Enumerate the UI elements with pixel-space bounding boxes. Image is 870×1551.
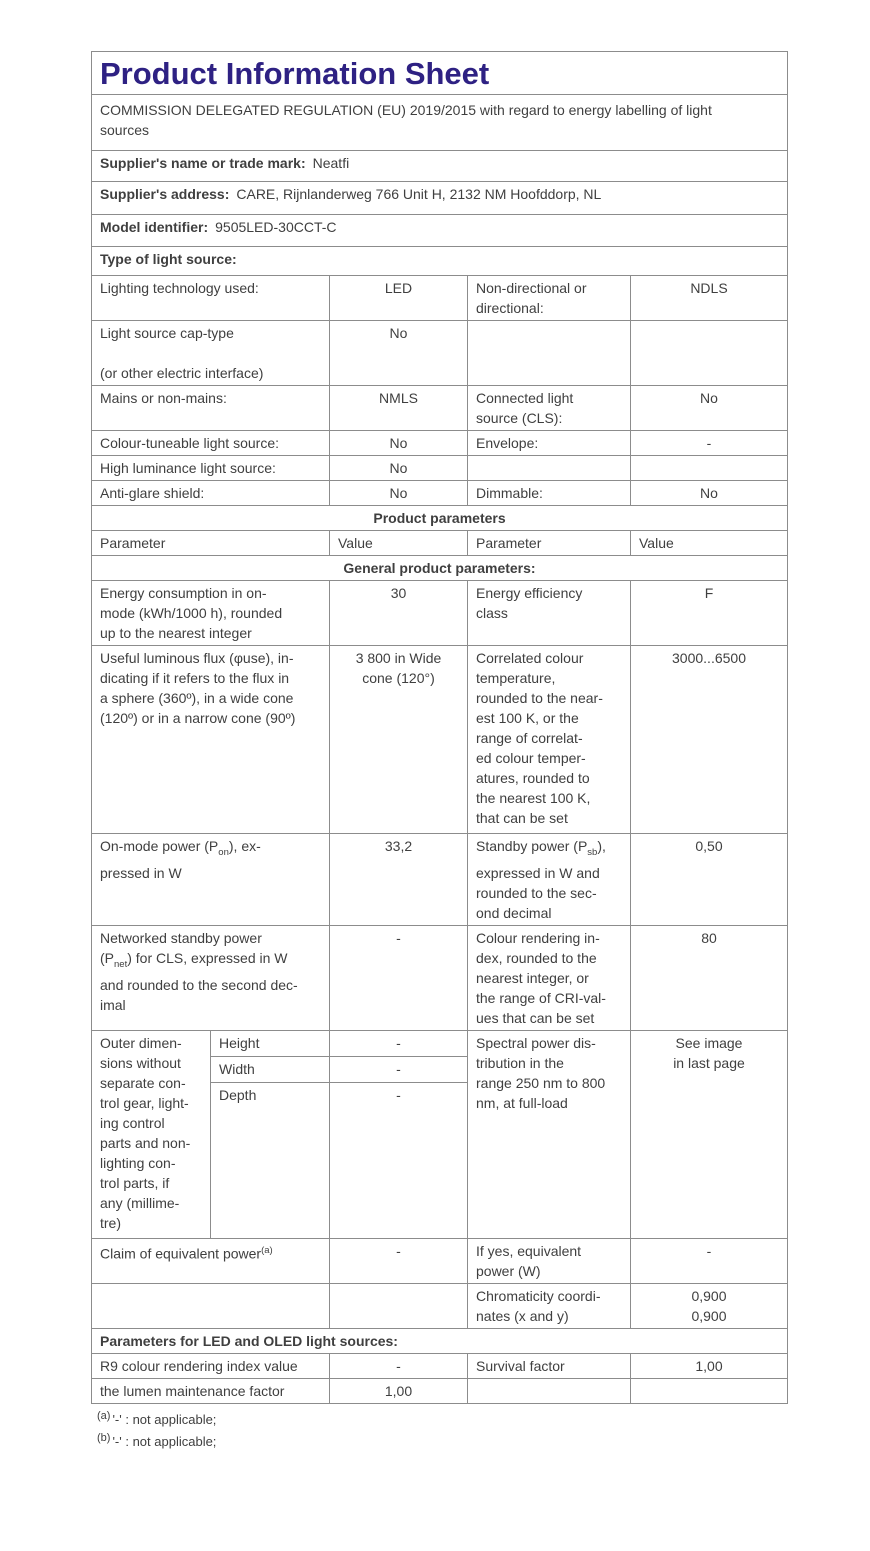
supplier-address-value: CARE, Rijnlanderweg 766 Unit H, 2132 NM Hoofddorp, NL <box>236 186 602 202</box>
param-cell: Energy efficiency class <box>468 581 631 646</box>
table-row <box>92 1328 788 1353</box>
table-row <box>92 321 788 386</box>
value-cell: LED <box>330 276 468 321</box>
supplier-name-row <box>92 151 788 182</box>
supplier-address-row <box>92 182 788 215</box>
footnote-a-marker: (a) <box>97 1409 111 1422</box>
page-title: Product Information Sheet <box>100 56 490 91</box>
param-cell: Correlated colour temperature, rounded to the near- est 100 K, or the range of correlat- ed colour temper- atures, rounded to the nearest 100 K, that can be set <box>468 646 631 834</box>
table-row <box>92 386 788 431</box>
param-cell: Claim of equivalent power$^{(a)}$ <box>92 1238 330 1283</box>
param-cell: Survival factor <box>468 1353 631 1378</box>
table-row <box>92 1353 788 1378</box>
value-cell: No <box>330 481 468 506</box>
value-cell: F <box>631 581 788 646</box>
value-cell: - <box>330 1353 468 1378</box>
table-row <box>92 151 788 182</box>
param-cell <box>468 321 631 386</box>
table-row <box>92 52 788 95</box>
table-row <box>92 431 788 456</box>
param-cell: Energy consumption in on- mode (kWh/1000 h), rounded up to the nearest integer <box>92 581 330 646</box>
outer-dimensions-label: Outer dimen- sions without separate con- trol gear, light- ing control parts and non- lighting con- trol parts, if any (millime- tre) <box>92 1030 211 1238</box>
value-cell: NMLS <box>330 386 468 431</box>
model-identifier-label: Model identifier: <box>100 219 209 235</box>
value-cell: No <box>330 456 468 481</box>
value-cell: 80 <box>631 925 788 1030</box>
param-cell: Dimmable: <box>468 481 631 506</box>
param-cell: High luminance light source: <box>92 456 330 481</box>
table-row <box>92 506 788 531</box>
footnote-b <box>97 1432 787 1449</box>
param-cell: Networked standby power $(P_{net})$ for CLS, expressed in W and rounded to the second dec- imal <box>92 925 330 1030</box>
model-identifier-value: 9505LED-30CCT-C <box>215 219 337 235</box>
param-cell: On-mode power $(P_{on})$, ex- pressed in W <box>92 834 330 926</box>
value-cell: No <box>631 481 788 506</box>
empty-cell <box>330 1283 468 1328</box>
param-cell: Colour rendering in- dex, rounded to the nearest integer, or the range of CRI-val- ues that can be set <box>468 925 631 1030</box>
value-cell: See image in last page <box>631 1030 788 1238</box>
value-cell: NDLS <box>631 276 788 321</box>
value-cell: - <box>631 431 788 456</box>
value-cell: 33,2 <box>330 834 468 926</box>
value-cell: 30 <box>330 581 468 646</box>
param-cell: Envelope: <box>468 431 631 456</box>
type-of-light-source-header: Type of light source: <box>92 247 788 276</box>
param-cell: Standby power $(P_{sb})$, expressed in W and rounded to the sec- ond decimal <box>468 834 631 926</box>
dimension-height-value: - <box>330 1030 468 1056</box>
param-cell: R9 colour rendering index value <box>92 1353 330 1378</box>
supplier-name-value: Neatfi <box>312 155 350 171</box>
led-oled-header: Parameters for LED and OLED light sources: <box>92 1328 788 1353</box>
param-cell: If yes, equivalent power (W) <box>468 1238 631 1283</box>
value-cell: 1,00 <box>330 1378 468 1403</box>
table-row <box>92 581 788 646</box>
table-row <box>92 1378 788 1403</box>
model-identifier-row <box>92 215 788 247</box>
param-cell: Colour-tuneable light source: <box>92 431 330 456</box>
table-row <box>92 531 788 556</box>
product-information-table <box>91 51 788 1404</box>
table-row <box>92 215 788 247</box>
param-cell: Light source cap-type (or other electric interface) <box>92 321 330 386</box>
table-row <box>92 556 788 581</box>
table-row <box>92 1283 788 1328</box>
param-cell: Lighting technology used: <box>92 276 330 321</box>
dimension-width-value: - <box>330 1056 468 1082</box>
value-cell <box>631 321 788 386</box>
value-cell: No <box>330 431 468 456</box>
footnote-b-text: '-' : not applicable; <box>112 1434 217 1450</box>
dimension-depth-label: Depth <box>211 1082 330 1238</box>
value-cell <box>631 1378 788 1403</box>
table-row <box>92 834 788 926</box>
value-cell: No <box>330 321 468 386</box>
table-row <box>92 182 788 215</box>
value-cell: 3000...6500 <box>631 646 788 834</box>
footnotes <box>97 1410 787 1450</box>
supplier-name-label: Supplier's name or trade mark: <box>100 155 306 171</box>
value-cell: - <box>330 1238 468 1283</box>
footnote-a-text: '-' : not applicable; <box>112 1412 217 1428</box>
table-row <box>92 456 788 481</box>
value-cell: 0,50 <box>631 834 788 926</box>
dimension-depth-value: - <box>330 1082 468 1238</box>
param-cell: Mains or non-mains: <box>92 386 330 431</box>
table-row <box>92 925 788 1030</box>
column-header-value: Value <box>330 531 468 556</box>
regulation-text: COMMISSION DELEGATED REGULATION (EU) 2019/2015 with regard to energy labelling of light sources <box>92 95 788 151</box>
supplier-address-label: Supplier's address: <box>100 186 230 202</box>
value-cell: 1,00 <box>631 1353 788 1378</box>
param-cell: the lumen maintenance factor <box>92 1378 330 1403</box>
value-cell: 0,900 0,900 <box>631 1283 788 1328</box>
value-cell: No <box>631 386 788 431</box>
value-cell: - <box>330 925 468 1030</box>
value-cell <box>631 456 788 481</box>
column-header-parameter: Parameter <box>92 531 330 556</box>
footnote-a <box>97 1410 787 1427</box>
general-parameters-header: General product parameters: <box>92 556 788 581</box>
column-header-parameter: Parameter <box>468 531 631 556</box>
dimension-height-label: Height <box>211 1030 330 1056</box>
title-cell <box>92 52 788 95</box>
param-cell <box>468 1378 631 1403</box>
table-row <box>92 481 788 506</box>
dimension-width-label: Width <box>211 1056 330 1082</box>
value-cell: 3 800 in Wide cone (120°) <box>330 646 468 834</box>
table-row <box>92 276 788 321</box>
param-cell: Connected light source (CLS): <box>468 386 631 431</box>
column-header-value: Value <box>631 531 788 556</box>
table-row <box>92 95 788 151</box>
table-row <box>92 1030 788 1056</box>
param-cell: Non-directional or directional: <box>468 276 631 321</box>
value-cell: - <box>631 1238 788 1283</box>
table-row <box>92 646 788 834</box>
param-cell <box>468 456 631 481</box>
param-cell: Spectral power dis- tribution in the range 250 nm to 800 nm, at full-load <box>468 1030 631 1238</box>
empty-cell <box>92 1283 330 1328</box>
product-information-sheet <box>91 51 787 1449</box>
param-cell: Useful luminous flux (φuse), in- dicating if it refers to the flux in a sphere (360º), in a wide cone (120º) or in a narrow cone (90º) <box>92 646 330 834</box>
product-parameters-header: Product parameters <box>92 506 788 531</box>
param-cell: Chromaticity coordi- nates (x and y) <box>468 1283 631 1328</box>
param-cell: Anti-glare shield: <box>92 481 330 506</box>
table-row <box>92 1238 788 1283</box>
table-row <box>92 247 788 276</box>
footnote-b-marker: (b) <box>97 1432 111 1445</box>
